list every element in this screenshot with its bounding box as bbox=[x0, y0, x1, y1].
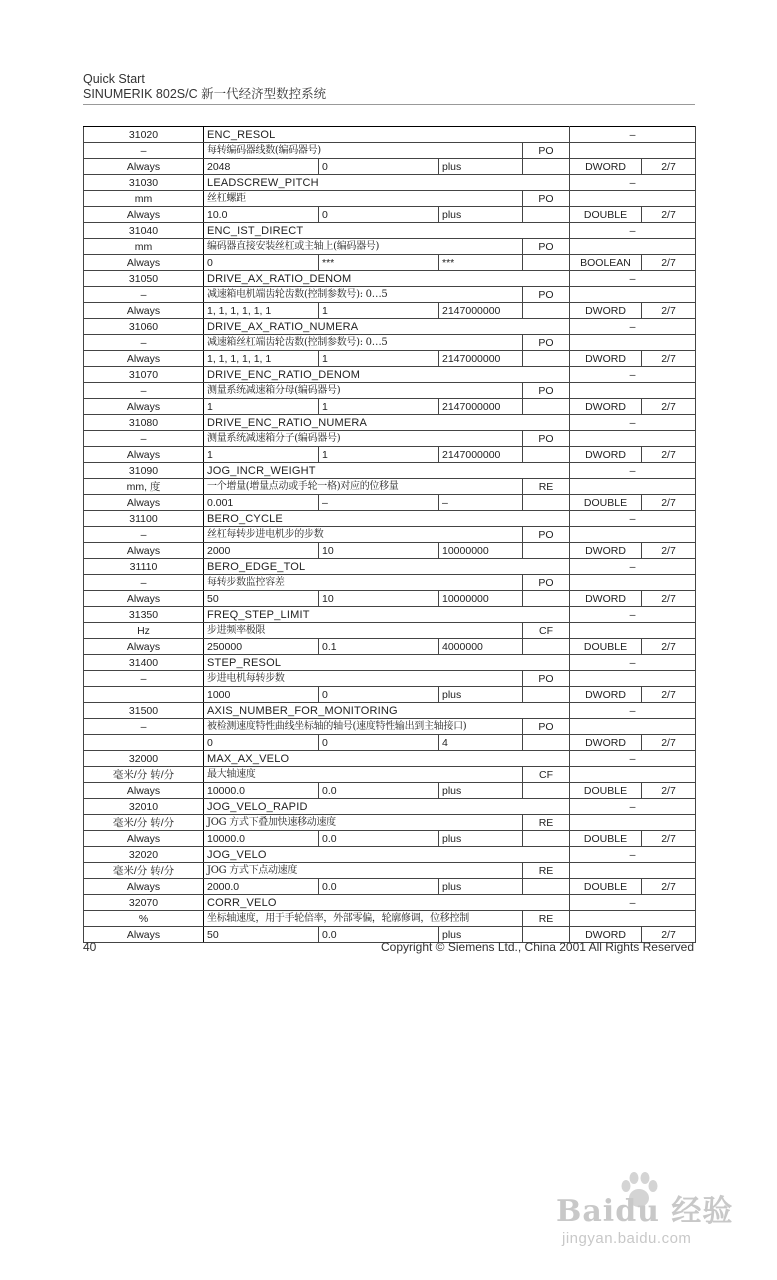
param-blank bbox=[523, 207, 570, 223]
param-row-values bbox=[84, 399, 696, 415]
param-activation: Always bbox=[84, 831, 204, 847]
param-id: 31060 bbox=[84, 319, 204, 335]
param-row-desc bbox=[84, 479, 696, 495]
param-activation: Always bbox=[84, 927, 204, 943]
param-name: JOG_VELO bbox=[204, 847, 570, 863]
param-blank bbox=[570, 191, 696, 207]
param-row-desc bbox=[84, 287, 696, 303]
param-unit: % bbox=[84, 911, 204, 927]
document-header bbox=[83, 72, 326, 102]
param-level: PO bbox=[523, 575, 570, 591]
param-unit: mm bbox=[84, 191, 204, 207]
param-level: RE bbox=[523, 863, 570, 879]
param-activation bbox=[84, 735, 204, 751]
param-blank bbox=[523, 351, 570, 367]
param-row-values bbox=[84, 207, 696, 223]
param-protection: 2/7 bbox=[642, 927, 696, 943]
param-max: 2147000000 bbox=[439, 399, 523, 415]
param-row-id bbox=[84, 751, 696, 767]
param-row-id bbox=[84, 367, 696, 383]
param-unit: – bbox=[84, 335, 204, 351]
param-row-id bbox=[84, 463, 696, 479]
param-protection: 2/7 bbox=[642, 831, 696, 847]
param-id: 31050 bbox=[84, 271, 204, 287]
param-activation: Always bbox=[84, 783, 204, 799]
param-unit: – bbox=[84, 383, 204, 399]
param-flag: – bbox=[570, 607, 696, 623]
param-blank bbox=[523, 639, 570, 655]
param-name: STEP_RESOL bbox=[204, 655, 570, 671]
param-blank bbox=[570, 911, 696, 927]
watermark-url: jingyan.baidu.com bbox=[562, 1230, 692, 1247]
param-default: 0 bbox=[204, 255, 319, 271]
param-level: PO bbox=[523, 719, 570, 735]
param-unit: 毫米/分 转/分 bbox=[84, 863, 204, 879]
param-unit: mm, 度 bbox=[84, 479, 204, 495]
param-row-values bbox=[84, 543, 696, 559]
param-level: PO bbox=[523, 143, 570, 159]
param-blank bbox=[570, 863, 696, 879]
param-activation: Always bbox=[84, 399, 204, 415]
param-min: 1 bbox=[319, 399, 439, 415]
param-blank bbox=[570, 383, 696, 399]
param-protection: 2/7 bbox=[642, 207, 696, 223]
param-default: 10000.0 bbox=[204, 831, 319, 847]
param-flag: – bbox=[570, 655, 696, 671]
param-protection: 2/7 bbox=[642, 735, 696, 751]
param-row-values bbox=[84, 831, 696, 847]
param-level: PO bbox=[523, 287, 570, 303]
param-default: 2000.0 bbox=[204, 879, 319, 895]
param-row-values bbox=[84, 447, 696, 463]
param-name: AXIS_NUMBER_FOR_MONITORING bbox=[204, 703, 570, 719]
param-row-values bbox=[84, 591, 696, 607]
param-unit: – bbox=[84, 527, 204, 543]
param-protection: 2/7 bbox=[642, 687, 696, 703]
param-data-type: DWORD bbox=[570, 447, 642, 463]
param-data-type: DWORD bbox=[570, 159, 642, 175]
param-level: RE bbox=[523, 815, 570, 831]
param-protection: 2/7 bbox=[642, 159, 696, 175]
param-blank bbox=[570, 287, 696, 303]
param-protection: 2/7 bbox=[642, 783, 696, 799]
param-max: 10000000 bbox=[439, 543, 523, 559]
param-row-desc bbox=[84, 527, 696, 543]
param-blank bbox=[570, 239, 696, 255]
param-description: 坐标轴速度，用于手轮倍率，外部零偏，轮廓修调，位移控制 bbox=[204, 911, 523, 927]
param-data-type: DWORD bbox=[570, 591, 642, 607]
param-max: plus bbox=[439, 831, 523, 847]
param-data-type: DWORD bbox=[570, 687, 642, 703]
param-description: 一个增量(增量点动或手轮一格)对应的位移量 bbox=[204, 479, 523, 495]
param-default: 2048 bbox=[204, 159, 319, 175]
param-level: PO bbox=[523, 671, 570, 687]
param-level: CF bbox=[523, 767, 570, 783]
param-data-type: DWORD bbox=[570, 399, 642, 415]
param-id: 32000 bbox=[84, 751, 204, 767]
param-id: 31100 bbox=[84, 511, 204, 527]
param-blank bbox=[570, 671, 696, 687]
param-row-desc bbox=[84, 863, 696, 879]
param-min: 0 bbox=[319, 207, 439, 223]
param-max: plus bbox=[439, 687, 523, 703]
param-blank bbox=[523, 543, 570, 559]
param-protection: 2/7 bbox=[642, 303, 696, 319]
param-level: RE bbox=[523, 479, 570, 495]
param-activation: Always bbox=[84, 303, 204, 319]
param-name: BERO_CYCLE bbox=[204, 511, 570, 527]
param-max: 2147000000 bbox=[439, 303, 523, 319]
param-description: 测量系统减速箱分母(编码器号) bbox=[204, 383, 523, 399]
param-description: 步进频率极限 bbox=[204, 623, 523, 639]
param-blank bbox=[523, 447, 570, 463]
param-max: 2147000000 bbox=[439, 447, 523, 463]
param-default: 250000 bbox=[204, 639, 319, 655]
param-flag: – bbox=[570, 463, 696, 479]
param-default: 1, 1, 1, 1, 1, 1 bbox=[204, 351, 319, 367]
param-level: PO bbox=[523, 527, 570, 543]
param-protection: 2/7 bbox=[642, 255, 696, 271]
param-protection: 2/7 bbox=[642, 351, 696, 367]
param-max: 4 bbox=[439, 735, 523, 751]
param-flag: – bbox=[570, 175, 696, 191]
param-max: plus bbox=[439, 207, 523, 223]
param-id: 31400 bbox=[84, 655, 204, 671]
param-row-values bbox=[84, 351, 696, 367]
param-data-type: DOUBLE bbox=[570, 831, 642, 847]
param-min: 0.1 bbox=[319, 639, 439, 655]
param-blank bbox=[570, 719, 696, 735]
param-name: DRIVE_AX_RATIO_DENOM bbox=[204, 271, 570, 287]
param-blank bbox=[523, 783, 570, 799]
param-blank bbox=[570, 431, 696, 447]
param-blank bbox=[570, 815, 696, 831]
watermark-brand: Baidu 经验 bbox=[556, 1194, 734, 1229]
param-row-desc bbox=[84, 767, 696, 783]
header-rule bbox=[83, 104, 695, 105]
param-id: 32010 bbox=[84, 799, 204, 815]
param-flag: – bbox=[570, 367, 696, 383]
param-level: CF bbox=[523, 623, 570, 639]
param-id: 32070 bbox=[84, 895, 204, 911]
header-line-1: Quick Start bbox=[83, 72, 145, 86]
param-row-id bbox=[84, 319, 696, 335]
param-level: RE bbox=[523, 911, 570, 927]
param-min: 10 bbox=[319, 543, 439, 559]
param-unit: mm bbox=[84, 239, 204, 255]
param-id: 31080 bbox=[84, 415, 204, 431]
param-unit: 毫米/分 转/分 bbox=[84, 767, 204, 783]
param-activation: Always bbox=[84, 879, 204, 895]
param-max: plus bbox=[439, 783, 523, 799]
param-data-type: DOUBLE bbox=[570, 783, 642, 799]
param-row-id bbox=[84, 799, 696, 815]
param-id: 31110 bbox=[84, 559, 204, 575]
param-blank bbox=[523, 591, 570, 607]
param-id: 31020 bbox=[84, 127, 204, 143]
param-blank bbox=[523, 303, 570, 319]
param-row-id bbox=[84, 895, 696, 911]
param-description: 最大轴速度 bbox=[204, 767, 523, 783]
param-id: 31090 bbox=[84, 463, 204, 479]
param-row-desc bbox=[84, 575, 696, 591]
param-unit: – bbox=[84, 575, 204, 591]
param-row-values bbox=[84, 687, 696, 703]
param-level: PO bbox=[523, 431, 570, 447]
param-activation: Always bbox=[84, 495, 204, 511]
param-row-values bbox=[84, 639, 696, 655]
param-flag: – bbox=[570, 703, 696, 719]
param-description: 编码器直接安装丝杠或主轴上(编码器号) bbox=[204, 239, 523, 255]
param-default: 1 bbox=[204, 447, 319, 463]
param-activation: Always bbox=[84, 351, 204, 367]
param-row-desc bbox=[84, 383, 696, 399]
param-description: 丝杠每转步进电机步的步数 bbox=[204, 527, 523, 543]
param-id: 31500 bbox=[84, 703, 204, 719]
param-id: 32020 bbox=[84, 847, 204, 863]
param-blank bbox=[570, 575, 696, 591]
copyright-notice: Copyright © Siemens Ltd., China 2001 All Rights Reserved bbox=[380, 940, 694, 954]
param-max: 10000000 bbox=[439, 591, 523, 607]
param-min: 1 bbox=[319, 351, 439, 367]
param-flag: – bbox=[570, 799, 696, 815]
param-default: 50 bbox=[204, 591, 319, 607]
param-row-desc bbox=[84, 671, 696, 687]
param-default: 1 bbox=[204, 399, 319, 415]
param-flag: – bbox=[570, 847, 696, 863]
watermark bbox=[556, 1168, 746, 1258]
param-description: 每转编码器线数(编码器号) bbox=[204, 143, 523, 159]
param-row-id bbox=[84, 703, 696, 719]
page-number: 40 bbox=[83, 940, 97, 954]
param-name: ENC_IST_DIRECT bbox=[204, 223, 570, 239]
param-protection: 2/7 bbox=[642, 879, 696, 895]
param-default: 1, 1, 1, 1, 1, 1 bbox=[204, 303, 319, 319]
param-row-desc bbox=[84, 143, 696, 159]
param-max: plus bbox=[439, 159, 523, 175]
param-protection: 2/7 bbox=[642, 639, 696, 655]
param-max: 4000000 bbox=[439, 639, 523, 655]
param-blank bbox=[523, 495, 570, 511]
param-unit: – bbox=[84, 719, 204, 735]
param-row-values bbox=[84, 303, 696, 319]
param-protection: 2/7 bbox=[642, 591, 696, 607]
param-protection: 2/7 bbox=[642, 399, 696, 415]
param-row-id bbox=[84, 847, 696, 863]
param-activation: Always bbox=[84, 639, 204, 655]
param-row-desc bbox=[84, 335, 696, 351]
parameter-table bbox=[83, 126, 696, 943]
param-description: JOG 方式下点动速度 bbox=[204, 863, 523, 879]
param-row-desc bbox=[84, 815, 696, 831]
param-blank bbox=[570, 767, 696, 783]
param-description: 步进电机每转步数 bbox=[204, 671, 523, 687]
param-row-values bbox=[84, 735, 696, 751]
param-default: 0 bbox=[204, 735, 319, 751]
param-protection: 2/7 bbox=[642, 495, 696, 511]
param-description: 丝杠螺距 bbox=[204, 191, 523, 207]
param-default: 1000 bbox=[204, 687, 319, 703]
param-name: BERO_EDGE_TOL bbox=[204, 559, 570, 575]
param-row-desc bbox=[84, 911, 696, 927]
param-id: 31070 bbox=[84, 367, 204, 383]
param-name: CORR_VELO bbox=[204, 895, 570, 911]
param-blank bbox=[570, 479, 696, 495]
param-row-values bbox=[84, 159, 696, 175]
param-flag: – bbox=[570, 127, 696, 143]
param-data-type: DOUBLE bbox=[570, 639, 642, 655]
param-min: 0.0 bbox=[319, 927, 439, 943]
param-min: 0.0 bbox=[319, 783, 439, 799]
param-data-type: DOUBLE bbox=[570, 495, 642, 511]
param-blank bbox=[523, 735, 570, 751]
param-row-values bbox=[84, 879, 696, 895]
param-blank bbox=[570, 623, 696, 639]
param-flag: – bbox=[570, 415, 696, 431]
param-row-desc bbox=[84, 623, 696, 639]
param-default: 50 bbox=[204, 927, 319, 943]
param-id: 31030 bbox=[84, 175, 204, 191]
param-activation: Always bbox=[84, 255, 204, 271]
param-max: 2147000000 bbox=[439, 351, 523, 367]
param-row-desc bbox=[84, 719, 696, 735]
param-default: 0.001 bbox=[204, 495, 319, 511]
param-level: PO bbox=[523, 335, 570, 351]
param-max: *** bbox=[439, 255, 523, 271]
param-min: 0 bbox=[319, 687, 439, 703]
param-min: – bbox=[319, 495, 439, 511]
param-row-id bbox=[84, 223, 696, 239]
param-data-type: DWORD bbox=[570, 351, 642, 367]
param-min: 0.0 bbox=[319, 879, 439, 895]
param-min: 0.0 bbox=[319, 831, 439, 847]
param-min: 0 bbox=[319, 159, 439, 175]
param-activation: Always bbox=[84, 543, 204, 559]
param-default: 10.0 bbox=[204, 207, 319, 223]
param-data-type: DWORD bbox=[570, 303, 642, 319]
param-unit: – bbox=[84, 671, 204, 687]
param-unit: – bbox=[84, 143, 204, 159]
param-description: 测量系统减速箱分子(编码器号) bbox=[204, 431, 523, 447]
param-data-type: BOOLEAN bbox=[570, 255, 642, 271]
param-name: DRIVE_AX_RATIO_NUMERA bbox=[204, 319, 570, 335]
param-min: *** bbox=[319, 255, 439, 271]
param-description: JOG 方式下叠加快速移动速度 bbox=[204, 815, 523, 831]
param-unit: 毫米/分 转/分 bbox=[84, 815, 204, 831]
param-row-values bbox=[84, 495, 696, 511]
param-id: 31350 bbox=[84, 607, 204, 623]
param-unit: – bbox=[84, 431, 204, 447]
param-name: FREQ_STEP_LIMIT bbox=[204, 607, 570, 623]
param-row-desc bbox=[84, 239, 696, 255]
param-name: LEADSCREW_PITCH bbox=[204, 175, 570, 191]
param-name: ENC_RESOL bbox=[204, 127, 570, 143]
param-blank bbox=[570, 335, 696, 351]
param-name: JOG_INCR_WEIGHT bbox=[204, 463, 570, 479]
param-flag: – bbox=[570, 223, 696, 239]
param-level: PO bbox=[523, 383, 570, 399]
param-blank bbox=[523, 879, 570, 895]
param-activation: Always bbox=[84, 159, 204, 175]
param-data-type: DWORD bbox=[570, 735, 642, 751]
param-description: 减速箱电机端齿轮齿数(控制参数号): 0…5 bbox=[204, 287, 523, 303]
param-data-type: DOUBLE bbox=[570, 207, 642, 223]
param-max: plus bbox=[439, 879, 523, 895]
param-row-id bbox=[84, 607, 696, 623]
param-min: 1 bbox=[319, 447, 439, 463]
param-level: PO bbox=[523, 191, 570, 207]
param-protection: 2/7 bbox=[642, 543, 696, 559]
param-row-values bbox=[84, 783, 696, 799]
param-blank bbox=[570, 143, 696, 159]
param-blank bbox=[523, 159, 570, 175]
param-description: 每转步数监控容差 bbox=[204, 575, 523, 591]
param-max: – bbox=[439, 495, 523, 511]
param-activation: Always bbox=[84, 591, 204, 607]
param-unit: Hz bbox=[84, 623, 204, 639]
param-name: DRIVE_ENC_RATIO_DENOM bbox=[204, 367, 570, 383]
param-blank bbox=[523, 255, 570, 271]
param-flag: – bbox=[570, 895, 696, 911]
param-name: MAX_AX_VELO bbox=[204, 751, 570, 767]
param-row-id bbox=[84, 655, 696, 671]
param-name: JOG_VELO_RAPID bbox=[204, 799, 570, 815]
header-line-2: SINUMERIK 802S/C 新一代经济型数控系统 bbox=[83, 87, 327, 101]
param-protection: 2/7 bbox=[642, 447, 696, 463]
param-blank bbox=[523, 399, 570, 415]
param-id: 31040 bbox=[84, 223, 204, 239]
param-name: DRIVE_ENC_RATIO_NUMERA bbox=[204, 415, 570, 431]
param-default: 2000 bbox=[204, 543, 319, 559]
param-default: 10000.0 bbox=[204, 783, 319, 799]
param-flag: – bbox=[570, 559, 696, 575]
param-blank bbox=[523, 687, 570, 703]
param-level: PO bbox=[523, 239, 570, 255]
param-flag: – bbox=[570, 751, 696, 767]
param-data-type: DOUBLE bbox=[570, 879, 642, 895]
param-row-id bbox=[84, 127, 696, 143]
param-flag: – bbox=[570, 319, 696, 335]
param-row-id bbox=[84, 511, 696, 527]
param-row-id bbox=[84, 415, 696, 431]
param-blank bbox=[570, 527, 696, 543]
param-row-desc bbox=[84, 191, 696, 207]
param-min: 0 bbox=[319, 735, 439, 751]
param-unit: – bbox=[84, 287, 204, 303]
param-min: 1 bbox=[319, 303, 439, 319]
param-row-id bbox=[84, 271, 696, 287]
param-description: 减速箱丝杠端齿轮齿数(控制参数号): 0…5 bbox=[204, 335, 523, 351]
param-flag: – bbox=[570, 511, 696, 527]
param-row-id bbox=[84, 559, 696, 575]
param-flag: – bbox=[570, 271, 696, 287]
param-description: 被检测速度特性曲线坐标轴的轴号(速度特性输出到主轴接口) bbox=[204, 719, 523, 735]
param-row-desc bbox=[84, 431, 696, 447]
param-min: 10 bbox=[319, 591, 439, 607]
param-data-type: DWORD bbox=[570, 543, 642, 559]
param-row-id bbox=[84, 175, 696, 191]
param-max: plus bbox=[439, 927, 523, 943]
param-activation: Always bbox=[84, 207, 204, 223]
param-activation bbox=[84, 687, 204, 703]
param-data-type: DWORD bbox=[570, 927, 642, 943]
param-row-values bbox=[84, 255, 696, 271]
param-blank bbox=[523, 831, 570, 847]
param-activation: Always bbox=[84, 447, 204, 463]
